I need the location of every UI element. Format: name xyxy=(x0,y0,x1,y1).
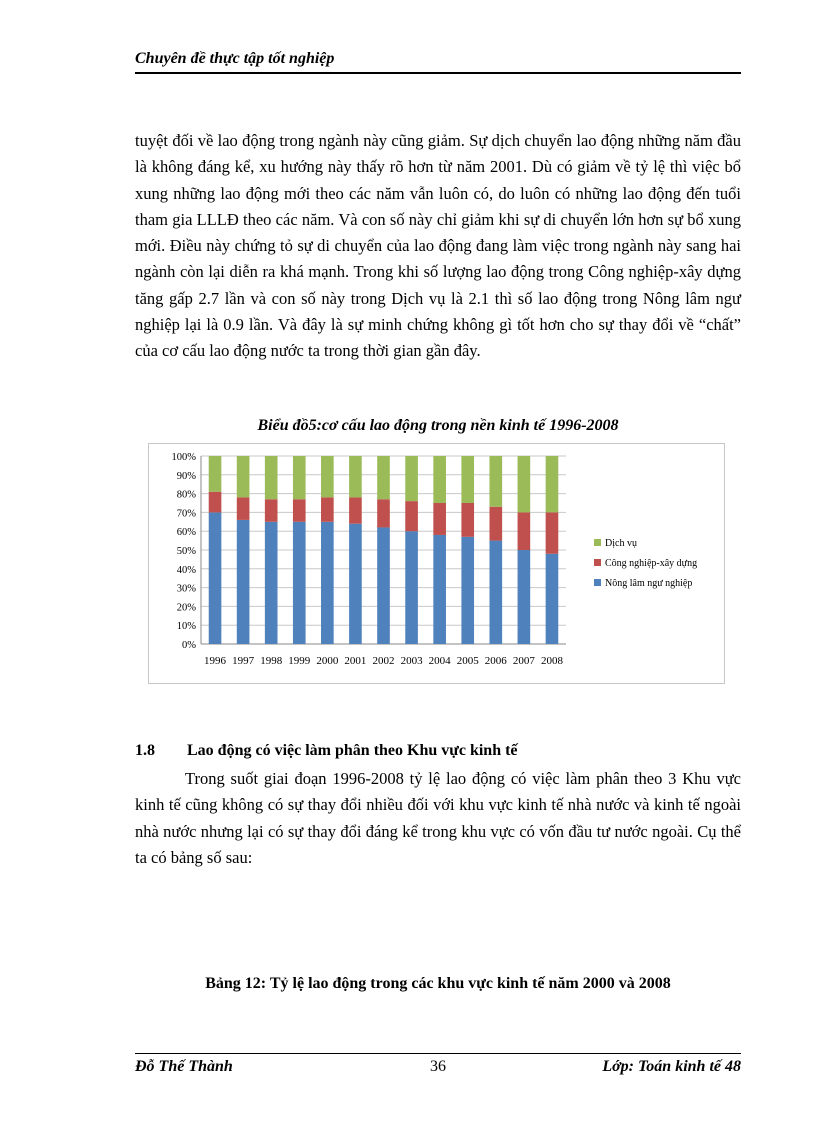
x-tick-label: 2002 xyxy=(372,655,395,667)
x-tick-label: 2004 xyxy=(428,655,451,667)
bar-nong-lam-ngu-nghiep-2008 xyxy=(546,554,559,644)
chart-title: Biểu đồ5:cơ cấu lao động trong nền kinh tế 1996-2008 xyxy=(257,417,619,434)
legend-label: Nông lâm ngư nghiệp xyxy=(605,578,693,589)
legend-swatch xyxy=(594,559,601,566)
bar-cong-nghiep-xay-dung-2005 xyxy=(461,503,474,537)
legend-label: Công nghiệp-xây dựng xyxy=(605,558,698,569)
section-number: 1.8 xyxy=(135,742,155,759)
x-tick-label: 1998 xyxy=(260,655,283,667)
bar-dich-vu-1997 xyxy=(237,456,250,497)
bar-cong-nghiep-xay-dung-2003 xyxy=(405,501,418,531)
bar-dich-vu-2002 xyxy=(377,456,390,499)
bar-dich-vu-2008 xyxy=(546,456,559,512)
x-tick-label: 2006 xyxy=(484,655,507,667)
bar-dich-vu-2003 xyxy=(405,456,418,501)
bar-cong-nghiep-xay-dung-2001 xyxy=(349,497,362,523)
bar-dich-vu-2007 xyxy=(518,456,531,512)
bar-dich-vu-2004 xyxy=(433,456,446,503)
bar-dich-vu-2006 xyxy=(489,456,502,507)
page-footer xyxy=(135,1053,741,1078)
bar-dich-vu-1996 xyxy=(209,456,222,492)
y-tick-label: 30% xyxy=(176,583,196,595)
x-tick-label: 2007 xyxy=(512,655,535,667)
legend-swatch xyxy=(594,579,601,586)
bar-nong-lam-ngu-nghiep-1998 xyxy=(265,522,278,644)
page-header xyxy=(135,50,741,74)
bar-cong-nghiep-xay-dung-1997 xyxy=(237,497,250,520)
x-tick-label: 2005 xyxy=(456,655,479,667)
legend-swatch xyxy=(594,539,601,546)
bar-dich-vu-1999 xyxy=(293,456,306,499)
bar-nong-lam-ngu-nghiep-2003 xyxy=(405,531,418,644)
x-tick-label: 1999 xyxy=(288,655,311,667)
bar-dich-vu-2000 xyxy=(321,456,334,497)
y-tick-label: 50% xyxy=(176,546,196,557)
bar-cong-nghiep-xay-dung-1998 xyxy=(265,499,278,522)
bar-dich-vu-2001 xyxy=(349,456,362,497)
bar-nong-lam-ngu-nghiep-2005 xyxy=(461,537,474,644)
x-tick-label: 1996 xyxy=(204,655,227,667)
bar-nong-lam-ngu-nghiep-2002 xyxy=(377,527,390,644)
x-tick-label: 2003 xyxy=(400,655,423,667)
body-paragraph-1: tuyệt đối về lao động trong ngành này cũng giảm. Sự dịch chuyển lao động những năm đầu là không đáng kể, xu hướng này thấy rõ hơn từ năm 2001. Dù có giảm về tỷ lệ thì việc bổ xung những lao động mới theo các năm vẫn luôn có, do luôn có những lao động đến tuổi tham gia LLLĐ theo các năm. Và con số này chỉ giảm khi sự di chuyển lớn hơn sự bổ xung mới. Điều này chứng tỏ sự di chuyển của lao động đang làm việc trong ngành này sang hai ngành còn lại diễn ra khá mạnh. Trong khi số lượng lao động trong Công nghiệp-xây dựng tăng gấp 2.7 lần và con số này trong Dịch vụ là 2.1 thì số lao động trong Nông lâm ngư nghiệp lại là 0.9 lần. Và đây là sự minh chứng không gì tốt hơn cho sự thay đổi về “chất” của cơ cấu lao động nước ta trong thời gian gần đây. xyxy=(135,131,741,361)
legend-label: Dịch vụ xyxy=(605,538,637,549)
y-tick-label: 100% xyxy=(171,452,196,463)
y-tick-label: 60% xyxy=(176,527,196,539)
y-tick-label: 0% xyxy=(182,640,196,651)
y-tick-label: 10% xyxy=(176,621,196,633)
chart-canvas xyxy=(149,444,724,683)
bar-nong-lam-ngu-nghiep-2001 xyxy=(349,524,362,644)
x-tick-label: 2001 xyxy=(344,655,367,667)
bar-nong-lam-ngu-nghiep-2006 xyxy=(489,541,502,644)
bar-cong-nghiep-xay-dung-2004 xyxy=(433,503,446,535)
footer-author: Đỗ Thế Thành xyxy=(135,1058,233,1075)
bar-nong-lam-ngu-nghiep-1997 xyxy=(237,520,250,644)
bar-cong-nghiep-xay-dung-2007 xyxy=(518,512,531,550)
bar-nong-lam-ngu-nghiep-1996 xyxy=(209,512,222,644)
body-paragraph-2: Trong suốt giai đoạn 1996-2008 tỷ lệ lao động có việc làm phân theo 3 Khu vực kinh tế cũng không có sự thay đổi nhiều đối với khu vực kinh tế nhà nước và kinh tế ngoài nhà nước nhưng lại có sự thay đổi đáng kể trong khu vực có vốn đầu tư nước ngoài. Cụ thể ta có bảng số sau: xyxy=(135,769,741,867)
bar-nong-lam-ngu-nghiep-2007 xyxy=(518,550,531,644)
bar-nong-lam-ngu-nghiep-2000 xyxy=(321,522,334,644)
x-tick-label: 2008 xyxy=(540,655,563,667)
y-tick-label: 20% xyxy=(176,602,196,614)
y-tick-label: 90% xyxy=(176,470,196,482)
bar-nong-lam-ngu-nghiep-1999 xyxy=(293,522,306,644)
table-title: Bảng 12: Tỷ lệ lao động trong các khu vực kinh tế năm 2000 và 2008 xyxy=(205,975,671,992)
bar-cong-nghiep-xay-dung-1996 xyxy=(209,492,222,513)
bar-dich-vu-1998 xyxy=(265,456,278,499)
y-tick-label: 70% xyxy=(176,508,196,520)
footer-class: Lớp: Toán kinh tế 48 xyxy=(602,1058,741,1075)
x-tick-label: 2000 xyxy=(316,655,339,667)
bar-cong-nghiep-xay-dung-2002 xyxy=(377,499,390,527)
bar-cong-nghiep-xay-dung-2006 xyxy=(489,507,502,541)
section-title: Lao động có việc làm phân theo Khu vực kinh tế xyxy=(187,742,518,759)
bar-cong-nghiep-xay-dung-2008 xyxy=(546,512,559,553)
x-tick-label: 1997 xyxy=(232,655,255,667)
y-tick-label: 40% xyxy=(176,564,196,576)
bar-nong-lam-ngu-nghiep-2004 xyxy=(433,535,446,644)
bar-cong-nghiep-xay-dung-2000 xyxy=(321,497,334,521)
header-title: Chuyên đề thực tập tốt nghiệp xyxy=(135,50,335,67)
bar-dich-vu-2005 xyxy=(461,456,474,503)
page-number: 36 xyxy=(430,1058,446,1075)
y-tick-label: 80% xyxy=(176,489,196,501)
bar-cong-nghiep-xay-dung-1999 xyxy=(293,499,306,522)
stacked-bar-chart xyxy=(148,443,725,684)
